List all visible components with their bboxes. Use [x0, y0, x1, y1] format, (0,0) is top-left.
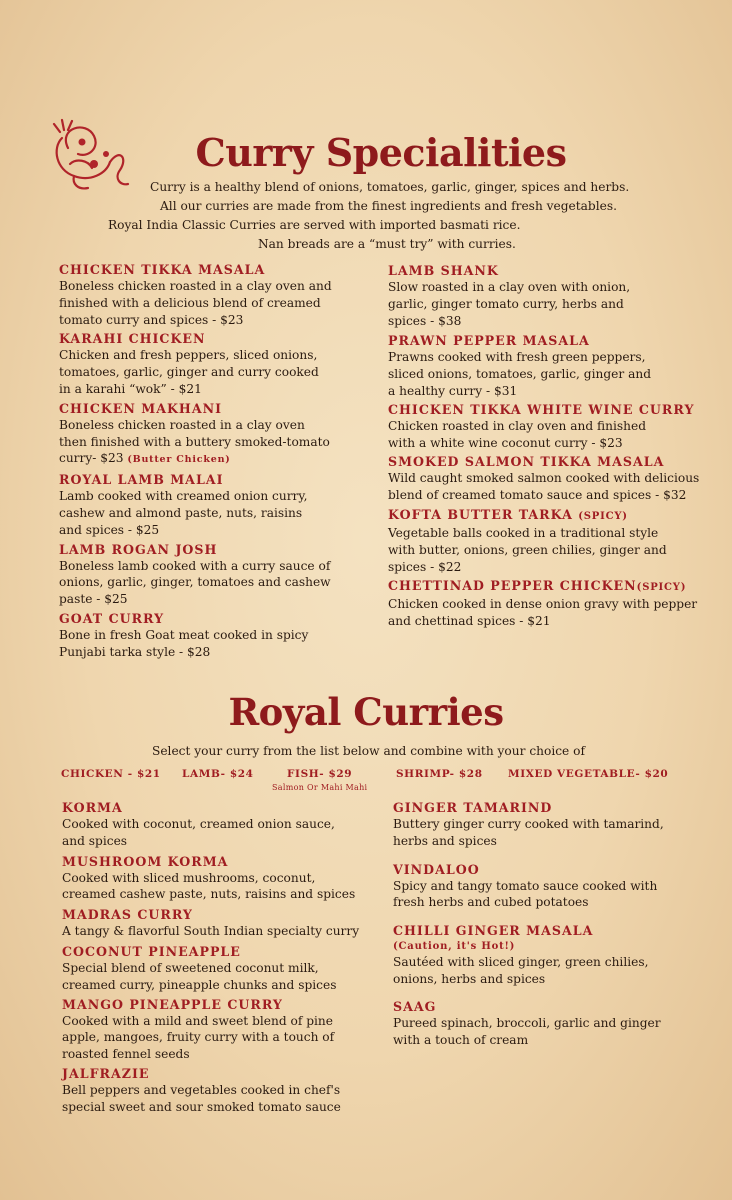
menu-item: [388, 262, 718, 329]
menu-item: [62, 853, 362, 904]
royal-right-column: [393, 799, 703, 1048]
menu-item: [59, 261, 359, 328]
item-name: CHICKEN TIKKA MASALA: [59, 262, 266, 277]
spicy-note: (SPICY): [578, 510, 628, 522]
menu-item: [59, 400, 359, 469]
price-mixed-vegetable: MIXED VEGETABLE- $20: [508, 768, 669, 780]
item-name: LAMB SHANK: [388, 263, 499, 278]
item-description: Cooked with a mild and sweet blend of pine apple, mangoes, fruity curry with a touch of roasted fennel seeds: [62, 1013, 335, 1062]
item-description: Pureed spinach, broccoli, garlic and ginger with a touch of cream: [393, 1015, 661, 1047]
price-lamb: LAMB- $24: [182, 768, 254, 780]
item-description: Boneless lamb cooked with a curry sauce of onions, garlic, ginger, tomatoes and cashew paste - $25: [59, 558, 331, 607]
item-name: SMOKED SALMON TIKKA MASALA: [388, 454, 665, 470]
royal-curries-title: Royal Curries: [228, 690, 504, 734]
item-description: Vegetable balls cooked in a traditional style with butter, onions, green chilies, ginger and spices - $22: [388, 525, 667, 574]
menu-item: [59, 541, 359, 608]
item-description: Bell peppers and vegetables cooked in chef's special sweet and sour smoked tomato sauce: [62, 1082, 341, 1114]
specialities-right-column: [388, 262, 718, 630]
item-name: VINDALOO: [393, 861, 480, 877]
item-name: LAMB ROGAN JOSH: [59, 541, 218, 557]
item-name: MANGO PINEAPPLE CURRY: [62, 996, 283, 1012]
price-chicken: CHICKEN - $21: [61, 768, 161, 780]
item-description: Bone in fresh Goat meat cooked in spicy Punjabi tarka style - $28: [59, 627, 309, 659]
item-description: A tangy & flavorful South Indian specialty curry: [62, 924, 360, 939]
menu-item: [388, 401, 718, 452]
price-fish: [272, 768, 368, 792]
specialities-left-column: [59, 261, 359, 661]
item-name: GINGER TAMARIND: [393, 800, 553, 815]
item-name: MADRAS CURRY: [62, 907, 193, 923]
item-name: KORMA: [62, 800, 123, 815]
price-shrimp: SHRIMP- $28: [396, 768, 483, 780]
item-name: MUSHROOM KORMA: [62, 853, 229, 869]
item-name: SAAG: [393, 998, 437, 1014]
item-name: JALFRAZIE: [62, 1065, 150, 1081]
protein-price-row: [0, 768, 732, 792]
item-description: Sautéed with sliced ginger, green chilies, onions, herbs and spices: [393, 955, 649, 986]
item-description: Chicken roasted in clay oven and finished with a white wine coconut curry - $23: [388, 418, 647, 450]
item-description: Prawns cooked with fresh green peppers, sliced onions, tomatoes, garlic, ginger and a healthy curry - $31: [388, 350, 651, 398]
item-name: CHICKEN TIKKA WHITE WINE CURRY: [388, 401, 695, 417]
spicy-note: (SPICY): [636, 582, 687, 594]
item-name-text: KOFTA BUTTER TARKA: [388, 506, 579, 522]
item-description: Buttery ginger curry cooked with tamarind, herbs and spices: [393, 817, 664, 848]
item-description: Chicken cooked in dense onion gravy with pepper and chettinad spices - $21: [388, 597, 698, 629]
menu-item: [393, 922, 703, 988]
menu-item: [393, 799, 703, 850]
item-note: (Butter Chicken): [127, 454, 231, 466]
item-description: Cooked with sliced mushrooms, coconut, creamed cashew paste, nuts, raisins and spices: [62, 870, 356, 902]
curry-specialities-title: Curry Specialities: [195, 130, 567, 175]
item-name: CHILLI GINGER MASALA: [393, 923, 594, 939]
item-description: Slow roasted in a clay oven with onion, garlic, ginger tomato curry, herbs and spices - $38: [388, 280, 631, 328]
menu-item: [388, 577, 718, 630]
menu-item: [388, 332, 718, 399]
item-name: KARAHI CHICKEN: [59, 331, 206, 347]
item-description-text: Boneless chicken roasted in a clay oven then finished with a buttery smoked-tomato curry- $23: [59, 417, 330, 466]
menu-item: [59, 610, 359, 661]
item-description: Boneless chicken roasted in a clay oven and finished with a delicious blend of creamed tomato curry and spices - $23: [59, 279, 332, 327]
item-description: Spicy and tangy tomato sauce cooked with fresh herbs and cubed potatoes: [393, 878, 658, 910]
menu-item: [62, 906, 362, 940]
item-description: Special blend of sweetened coconut milk, creamed curry, pineapple chunks and spices: [62, 960, 337, 992]
item-name: [388, 506, 718, 525]
item-name: COCONUT PINEAPPLE: [62, 943, 241, 959]
intro-line-1: Curry is a healthy blend of onions, tomatoes, garlic, ginger, spices and herbs.: [150, 180, 630, 194]
menu-item: [393, 861, 703, 912]
menu-item: [59, 330, 359, 397]
intro-line-3: Royal India Classic Curries are served with imported basmati rice.: [108, 218, 521, 232]
menu-item: [388, 506, 718, 575]
price-fish-label: FISH- $29: [287, 768, 353, 780]
intro-line-2: All our curries are made from the finest ingredients and fresh vegetables.: [160, 199, 617, 213]
menu-item: [62, 943, 362, 994]
item-description: Cooked with coconut, creamed onion sauce, and spices: [62, 817, 335, 848]
menu-item: [62, 1065, 362, 1116]
item-name: CHICKEN MAKHANI: [59, 400, 223, 416]
item-name: GOAT CURRY: [59, 610, 165, 626]
item-description: Lamb cooked with creamed onion curry, cashew and almond paste, nuts, raisins and spices - $25: [59, 489, 308, 537]
item-name-text: CHETTINAD PEPPER CHICKEN: [388, 578, 637, 594]
price-fish-note: Salmon Or Mahi Mahi: [272, 783, 368, 792]
caution-note: (Caution, it's Hot!): [393, 941, 516, 953]
menu-item: [59, 471, 359, 538]
item-description: [59, 417, 359, 469]
royal-curries-intro: Select your curry from the list below and combine with your choice of: [152, 744, 585, 758]
item-description: Chicken and fresh peppers, sliced onions, tomatoes, garlic, ginger and curry cooked in a karahi “wok” - $21: [59, 348, 319, 396]
menu-item: [388, 453, 718, 504]
item-name: [388, 577, 718, 596]
item-description: Wild caught smoked salmon cooked with delicious blend of creamed tomato sauce and spices - $32: [388, 471, 700, 503]
intro-line-4: Nan breads are a “must try” with curries.: [258, 237, 516, 251]
menu-item: [62, 996, 362, 1063]
item-name: ROYAL LAMB MALAI: [59, 472, 224, 488]
menu-item: [62, 799, 362, 850]
menu-item: [393, 998, 703, 1049]
royal-left-column: [62, 799, 362, 1116]
item-name: PRAWN PEPPER MASALA: [388, 333, 590, 349]
